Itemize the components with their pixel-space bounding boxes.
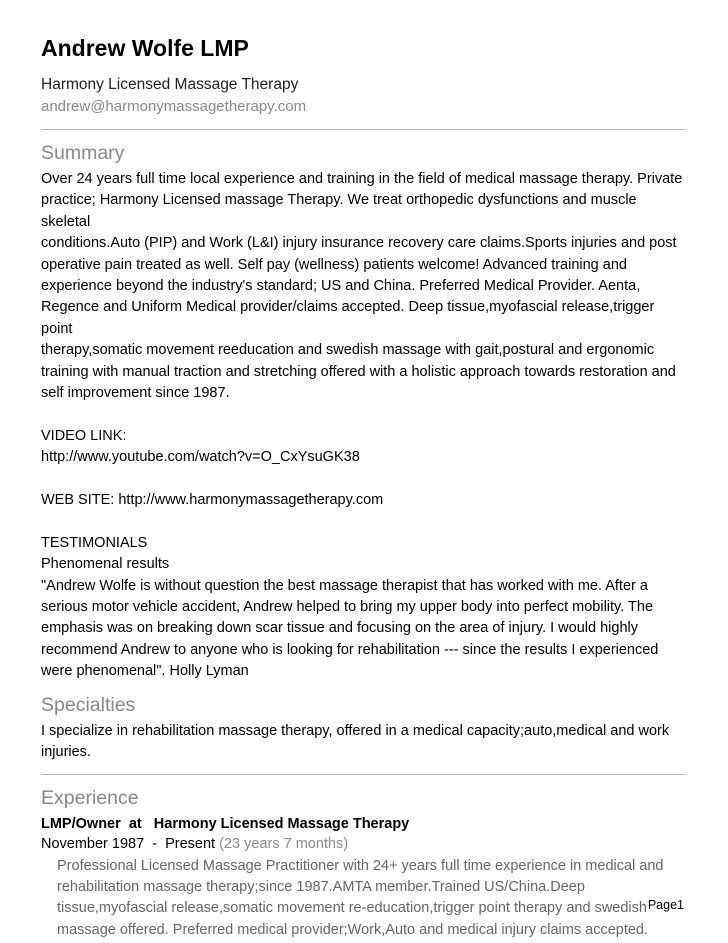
testimonial-line: serious motor vehicle accident, Andrew helped to bring my upper body into perfect mobility. The [41,599,654,616]
specialties-heading: Specialties [41,693,136,716]
website-link[interactable]: WEB SITE: http://www.harmonymassagetherapy.com [41,492,384,509]
testimonial-line: emphasis was on breaking down scar tissue and focusing on the area of injury. I would highly [41,620,638,637]
summary-line: operative pain treated as well. Self pay (wellness) patients welcome! Advanced training and [41,256,627,273]
summary-line: experience beyond the industry's standard; US and China. Preferred Medical Provider. Aenta, [41,278,641,295]
testimonial-line: were phenomenal". Holly Lyman [41,663,249,680]
summary-line: training with manual traction and stretching offered with a holistic approach towards restoration and [41,363,676,380]
page-number: Page1 [647,898,684,912]
specialties-line: injuries. [41,744,91,761]
job-duration: (23 years 7 months) [219,835,349,852]
summary-body [41,169,686,683]
job-dates [41,834,686,854]
resume-page [41,34,686,941]
summary-line: self improvement since 1987. [41,385,230,402]
testimonial-line: "Andrew Wolfe is without question the best massage therapist that has worked with me. After a [41,577,648,594]
email-address[interactable]: andrew@harmonymassagetherapy.com [41,98,307,115]
job-description-line: tissue,myofascial release,somatic movement re-education,trigger point therapy and swedish [57,900,647,917]
summary-line: Regence and Uniform Medical provider/claims accepted. Deep tissue,myofascial release,trigger point [41,299,655,337]
summary-line: therapy,somatic movement reeducation and swedish massage with gait,postural and ergonomic [41,342,655,359]
job-description [57,856,686,942]
summary-line: conditions.Auto (PIP) and Work (L&I) injury insurance recovery care claims.Sports injuries and post [41,235,677,252]
job-description-line: massage offered. Preferred medical provider;Work,Auto and medical injury claims accepted. [57,921,649,938]
testimonials-label: TESTIMONIALS [41,534,148,551]
job-date-range: November 1987 - Present [41,835,216,852]
job-title: LMP/Owner at Harmony Licensed Massage Therapy [41,815,410,832]
summary-line: Over 24 years full time local experience and training in the field of medical massage therapy. Private [41,171,683,187]
testimonial-title: Phenomenal results [41,556,170,573]
video-link-label: VIDEO LINK: [41,427,127,444]
experience-divider [41,774,686,775]
company-name: Harmony Licensed Massage Therapy [41,76,299,93]
testimonial-line: recommend Andrew to anyone who is looking for rehabilitation --- since the results I experienced [41,641,659,658]
summary-line: practice; Harmony Licensed massage Therapy. We treat orthopedic dysfunctions and muscle skeletal [41,192,637,230]
job-description-line: Professional Licensed Massage Practitioner with 24+ years full time experience in medical and [57,857,664,874]
person-name: Andrew Wolfe LMP [41,35,249,61]
summary-heading: Summary [41,142,125,164]
job-description-line: rehabilitation massage therapy;since 1987.AMTA member.Trained US/China.Deep [57,878,585,895]
experience-heading: Experience [41,786,139,809]
specialties-line: I specialize in rehabilitation massage therapy, offered in a medical capacity;auto,medical and work [41,722,670,739]
video-link-url[interactable]: http://www.youtube.com/watch?v=O_CxYsuGK38 [41,449,360,466]
specialties-body [41,721,686,764]
header-divider [41,129,686,130]
